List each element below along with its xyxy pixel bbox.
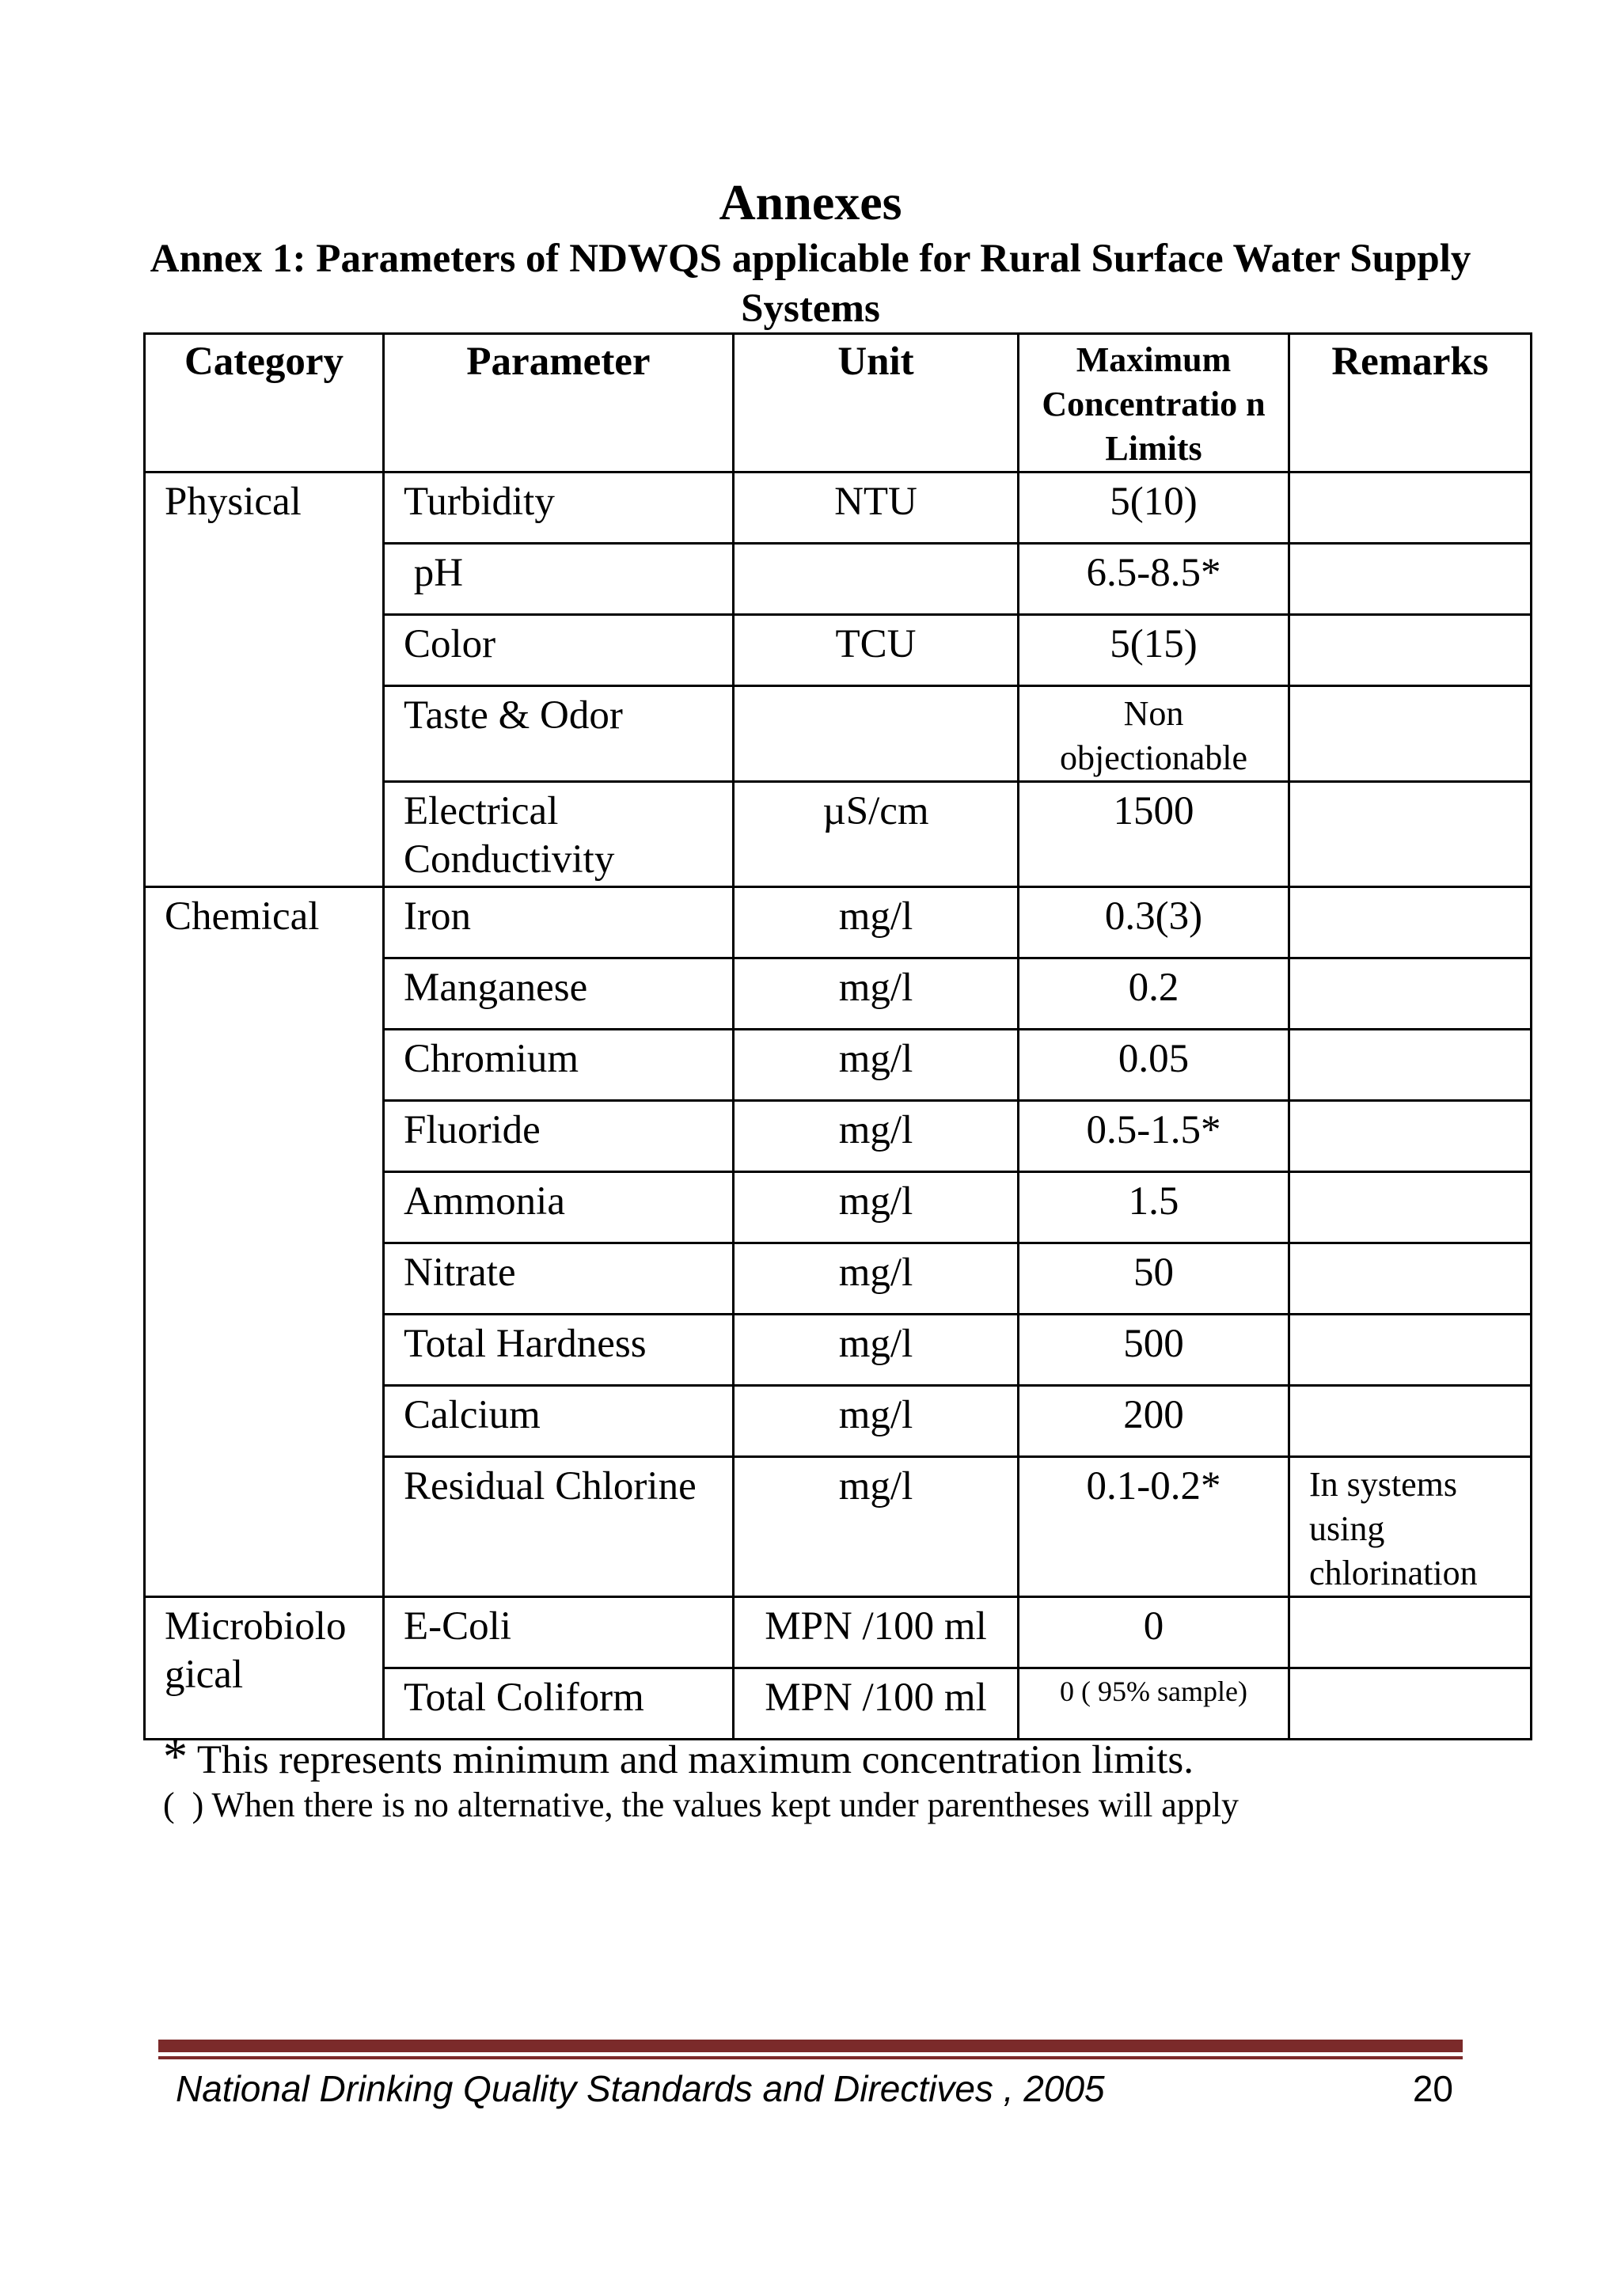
parameter-cell: Ammonia — [384, 1172, 734, 1243]
max-cell: 0.3(3) — [1019, 887, 1289, 958]
remarks-cell — [1289, 782, 1532, 887]
unit-cell: mg/l — [734, 1315, 1019, 1386]
asterisk-symbol: * — [163, 1730, 188, 1784]
parameter-cell: Chromium — [384, 1030, 734, 1101]
page-title: Annexes — [719, 174, 902, 230]
parameter-cell: Manganese — [384, 958, 734, 1030]
category-chemical: Chemical — [145, 887, 384, 1597]
parameter-cell: Electrical Conductivity — [384, 782, 734, 887]
footer-rule — [158, 2040, 1463, 2052]
footnote-parentheses: ( ) When there is no alternative, the values kept under parentheses will apply — [163, 1786, 1239, 1824]
header-parameter: Parameter — [384, 334, 734, 472]
remarks-cell: In systems using chlorination — [1289, 1457, 1532, 1597]
parameter-cell: Iron — [384, 887, 734, 958]
unit-cell: mg/l — [734, 1030, 1019, 1101]
remarks-cell — [1289, 1172, 1532, 1243]
header-unit: Unit — [734, 334, 1019, 472]
max-cell: 1500 — [1019, 782, 1289, 887]
unit-cell — [734, 686, 1019, 782]
footer-title: National Drinking Quality Standards and Directives , 2005 — [176, 2068, 1105, 2109]
remarks-cell — [1289, 1386, 1532, 1457]
parameter-cell: Color — [384, 615, 734, 686]
max-cell: 0 ( 95% sample) — [1019, 1668, 1289, 1740]
remarks-cell — [1289, 1668, 1532, 1740]
max-cell: 0 — [1019, 1597, 1289, 1668]
max-cell: 6.5-8.5* — [1019, 544, 1289, 615]
header-category: Category — [145, 334, 384, 472]
unit-cell: mg/l — [734, 1386, 1019, 1457]
footnote-star — [163, 1730, 1194, 1784]
parameter-cell: E-Coli — [384, 1597, 734, 1668]
parameter-cell: Calcium — [384, 1386, 734, 1457]
annex-subtitle: Annex 1: Parameters of NDWQS applicable for Rural Surface Water Supply Systems — [150, 237, 1471, 331]
unit-cell: µS/cm — [734, 782, 1019, 887]
remarks-cell — [1289, 1030, 1532, 1101]
remarks-cell — [1289, 1243, 1532, 1315]
remarks-cell — [1289, 615, 1532, 686]
unit-cell: MPN /100 ml — [734, 1668, 1019, 1740]
parameters-table — [143, 332, 1532, 1740]
remarks-cell — [1289, 1101, 1532, 1172]
parameter-cell: pH — [384, 544, 734, 615]
header-max-concentration: Maximum Concentratio n Limits — [1019, 334, 1289, 472]
unit-cell: mg/l — [734, 1457, 1019, 1597]
remarks-cell — [1289, 472, 1532, 544]
parameter-cell: Turbidity — [384, 472, 734, 544]
table-header-row — [145, 334, 1532, 472]
unit-cell: mg/l — [734, 887, 1019, 958]
parameter-cell: Residual Chlorine — [384, 1457, 734, 1597]
remarks-cell — [1289, 958, 1532, 1030]
unit-cell: MPN /100 ml — [734, 1597, 1019, 1668]
page-number: 20 — [1412, 2068, 1453, 2109]
max-cell: 1.5 — [1019, 1172, 1289, 1243]
max-cell: 0.2 — [1019, 958, 1289, 1030]
remarks-cell — [1289, 1597, 1532, 1668]
parameter-cell: Total Coliform — [384, 1668, 734, 1740]
remarks-cell — [1289, 544, 1532, 615]
table-row — [145, 887, 1532, 958]
max-cell: 5(10) — [1019, 472, 1289, 544]
parameter-cell: Fluoride — [384, 1101, 734, 1172]
parameter-cell: Total Hardness — [384, 1315, 734, 1386]
max-cell: 500 — [1019, 1315, 1289, 1386]
max-cell: 50 — [1019, 1243, 1289, 1315]
max-cell: 0.5-1.5* — [1019, 1101, 1289, 1172]
max-cell: 200 — [1019, 1386, 1289, 1457]
category-physical: Physical — [145, 472, 384, 887]
table-row — [145, 1597, 1532, 1668]
table-row — [145, 472, 1532, 544]
max-cell: Non objectionable — [1019, 686, 1289, 782]
unit-cell: TCU — [734, 615, 1019, 686]
max-cell: 0.05 — [1019, 1030, 1289, 1101]
footer-rule-thin — [158, 2056, 1463, 2059]
parameter-cell: Nitrate — [384, 1243, 734, 1315]
unit-cell: NTU — [734, 472, 1019, 544]
category-microbiological: Microbiolo gical — [145, 1597, 384, 1740]
unit-cell: mg/l — [734, 1243, 1019, 1315]
remarks-cell — [1289, 887, 1532, 958]
unit-cell — [734, 544, 1019, 615]
remarks-cell — [1289, 686, 1532, 782]
max-cell: 5(15) — [1019, 615, 1289, 686]
unit-cell: mg/l — [734, 1101, 1019, 1172]
parameter-cell: Taste & Odor — [384, 686, 734, 782]
unit-cell: mg/l — [734, 958, 1019, 1030]
remarks-cell — [1289, 1315, 1532, 1386]
max-cell: 0.1-0.2* — [1019, 1457, 1289, 1597]
footnote-star-text: This represents minimum and maximum concentration limits. — [188, 1738, 1194, 1782]
unit-cell: mg/l — [734, 1172, 1019, 1243]
header-remarks: Remarks — [1289, 334, 1532, 472]
